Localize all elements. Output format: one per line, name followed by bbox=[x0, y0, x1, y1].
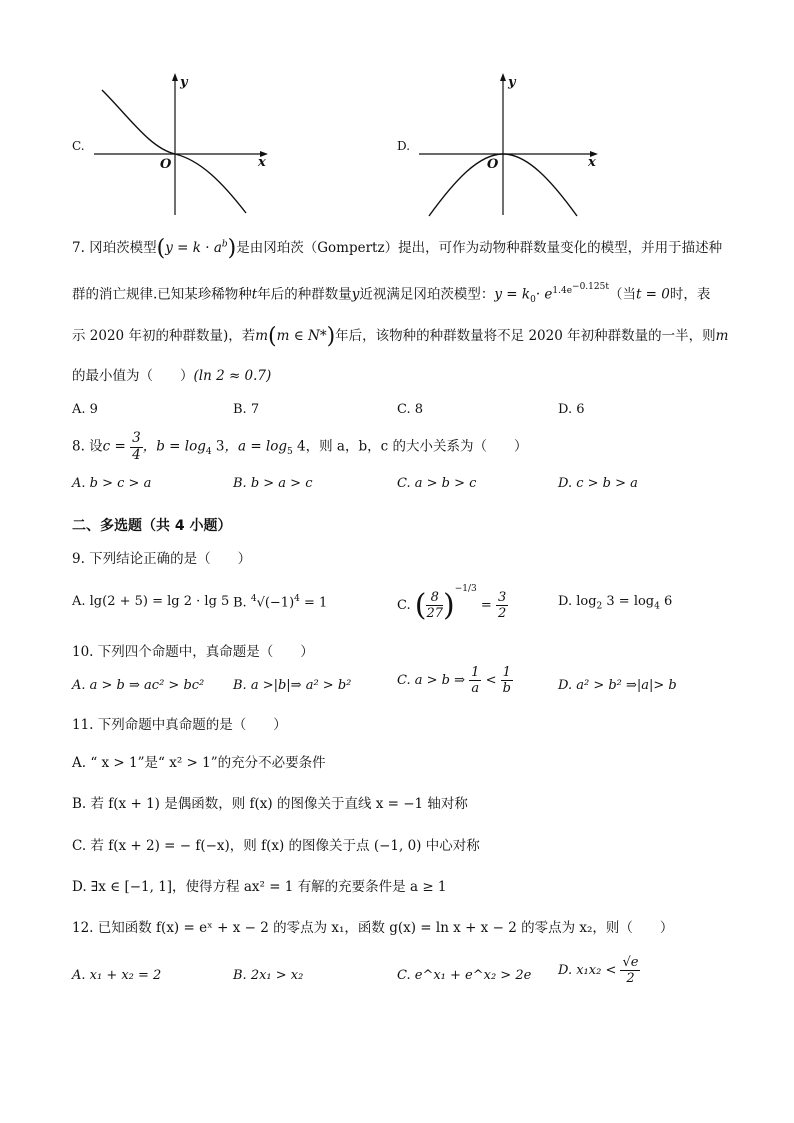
q10-c-pre: C. a > b ⇒ bbox=[397, 673, 466, 688]
q9-c-eq: = bbox=[480, 598, 492, 613]
graph-c-y-arrow bbox=[172, 73, 178, 81]
q9-b-post: = 1 bbox=[299, 595, 328, 611]
q8-b-arg: 3 bbox=[215, 438, 225, 455]
graph-d-origin: O bbox=[487, 157, 499, 172]
q8-line bbox=[72, 432, 527, 462]
graph-c-y-label: y bbox=[180, 75, 188, 90]
q8-option-c[interactable]: C. a > b > c bbox=[397, 476, 477, 491]
q7-line2-e: 时，表 bbox=[669, 286, 711, 303]
q7-line4-text: 的最小值为（ ） bbox=[72, 368, 194, 384]
q8-pre: 8. 设 bbox=[72, 438, 103, 455]
q12-d-frac bbox=[620, 956, 640, 985]
graph-d-label: D. bbox=[397, 139, 411, 153]
q10-option-c[interactable] bbox=[397, 666, 513, 695]
q8-c-frac bbox=[130, 432, 143, 462]
q9-c-num: 8 bbox=[426, 591, 443, 606]
q7-var-y: y bbox=[351, 286, 360, 303]
q7-ln-hint: (ln 2 ≈ 0.7) bbox=[193, 368, 272, 384]
q7-line4 bbox=[72, 364, 271, 384]
q7-option-b[interactable]: B. 7 bbox=[233, 402, 260, 417]
q12-option-b[interactable]: B. 2x₁ > x₂ bbox=[233, 968, 304, 983]
q9-text: 9. 下列结论正确的是（ ） bbox=[72, 551, 252, 567]
q7-model: y = k · a bbox=[165, 240, 222, 256]
q10-c-lt: < bbox=[485, 673, 497, 688]
q11-option-c[interactable]: C. 若 f(x + 2) = − f(−x)，则 f(x) 的图像关于点 (−1, 0) 中心对称 bbox=[72, 838, 480, 854]
q9-c-rnum: 3 bbox=[497, 590, 507, 605]
q7-formula-e: · e bbox=[535, 286, 553, 303]
q12-option-a[interactable]: A. x₁ + x₂ = 2 bbox=[72, 968, 162, 983]
q10-c-d2: b bbox=[502, 681, 511, 696]
q9-b-label: B. bbox=[233, 595, 247, 611]
q11-option-b[interactable]: B. 若 f(x + 1) 是偶函数，则 f(x) 的图像关于直线 x = −1 轴对称 bbox=[72, 796, 468, 812]
q7-formula-exp2: −0.125t bbox=[572, 282, 609, 292]
q9-c-label: C. bbox=[397, 598, 411, 613]
q7-line3-a: 示 2020 年初的种群数量)，若 bbox=[72, 328, 256, 344]
q7-line3: 示 2020 年初的种群数量)，若m(m ∈ N*)年后，该物种的种群数量将不足 2020 年初种群数量的一半，则m bbox=[72, 324, 729, 349]
q10-c-frac2 bbox=[501, 666, 513, 695]
q8-post: ，则 a，b，c 的大小关系为（ ） bbox=[305, 438, 528, 455]
q7-line1: 7. 冈珀茨模型$(y = k \cdot a^b)$是由冈珀茨（Gompertz）提出，可作为动物种群数量变化的模型，并用于描述种 bbox=[72, 236, 723, 261]
q7-line2 bbox=[72, 282, 710, 305]
q10-option-a[interactable]: A. a > b ⇒ ac² > bc² bbox=[72, 678, 205, 693]
q8-b-eq: ，b = log bbox=[142, 438, 206, 455]
q7-cond-m: m ∈ N* bbox=[276, 328, 327, 344]
q7-var-t: t bbox=[251, 286, 258, 303]
q9-d-pre: D. log bbox=[558, 594, 597, 609]
q12-option-d[interactable] bbox=[558, 956, 640, 985]
graph-d bbox=[395, 70, 610, 220]
q8-c-eq: c = bbox=[102, 438, 126, 455]
q7-line2-b: 年后的种群数量 bbox=[257, 286, 352, 303]
q10-c-n2: 1 bbox=[502, 665, 511, 680]
q7-formula-sub: 0 bbox=[530, 295, 536, 306]
q9-option-b[interactable] bbox=[233, 594, 327, 610]
q7-line2-d: （当 bbox=[608, 286, 636, 303]
q9-d-base2: 4 bbox=[654, 601, 660, 612]
q7-var-m2: m bbox=[715, 328, 729, 344]
q9-option-d[interactable] bbox=[558, 594, 672, 612]
q8-a-eq: ，a = log bbox=[224, 438, 288, 455]
q8-option-b[interactable]: B. b > a > c bbox=[233, 476, 313, 491]
q10-c-frac1 bbox=[469, 666, 481, 695]
q7-formula: y = k bbox=[494, 286, 531, 303]
q7-formula-exp: 1.4e bbox=[552, 286, 573, 296]
q9-b-exp: 4 bbox=[294, 594, 300, 604]
q12-d-den: 2 bbox=[626, 971, 635, 986]
q10-text: 10. 下列四个命题中，真命题是（ ） bbox=[72, 644, 314, 660]
q8-a-base: 5 bbox=[287, 447, 293, 458]
q7-option-c[interactable]: C. 8 bbox=[397, 402, 424, 417]
q8-option-a[interactable]: A. b > c > a bbox=[72, 476, 152, 491]
q9-c-exp: −1/3 bbox=[454, 584, 477, 594]
graph-d-x-label: x bbox=[588, 155, 596, 170]
q9-option-a[interactable]: A. lg(2 + 5) = lg 2 · lg 5 bbox=[72, 594, 230, 609]
q9-c-den: 27 bbox=[426, 606, 444, 621]
q8-c-den: 4 bbox=[132, 446, 141, 463]
section-multi-choice: 二、多选题（共 4 小题） bbox=[72, 518, 232, 534]
q7-line1-post: 是由冈珀茨（Gompertz）提出，可作为动物种群数量变化的模型，并用于描述种 bbox=[236, 240, 723, 256]
q9-c-rden: 2 bbox=[497, 606, 507, 621]
q8-a-arg: 4 bbox=[297, 438, 306, 455]
graph-c-label: C. bbox=[72, 139, 85, 153]
graph-c-origin: O bbox=[160, 157, 172, 172]
q7-line1-pre: 7. 冈珀茨模型 bbox=[72, 240, 157, 256]
q11-option-d[interactable]: D. ∃x ∈ [−1, 1]，使得方程 ax² = 1 有解的充要条件是 a ≥ 1 bbox=[72, 879, 447, 895]
graph-c-x-label: x bbox=[258, 155, 266, 170]
q9-option-c[interactable]: C. ( $\frac{8}{27}$ )$^{-1/3}$ = $\frac{3}{2}$ bbox=[397, 584, 507, 623]
q12-d-num: √e bbox=[622, 955, 639, 970]
q9-c-rfrac bbox=[496, 591, 508, 620]
q12-text: 12. 已知函数 f(x) = eˣ + x − 2 的零点为 x₁，函数 g(x) = ln x + x − 2 的零点为 x₂，则（ ） bbox=[72, 920, 674, 936]
q10-option-d[interactable]: D. a² > b² ⇒|a|> b bbox=[558, 678, 677, 693]
q7-line2-c: 近视满足冈珀茨模型： bbox=[359, 286, 495, 303]
q11-option-a[interactable]: A. “ x > 1”是“ x² > 1”的充分不必要条件 bbox=[72, 755, 326, 771]
q7-option-a[interactable]: A. 9 bbox=[72, 402, 98, 417]
q7-option-d[interactable]: D. 6 bbox=[558, 402, 585, 417]
graph-c-curve bbox=[102, 90, 246, 213]
q12-option-c[interactable]: C. e^x₁ + e^x₂ > 2e bbox=[397, 968, 532, 983]
graph-d-y-label: y bbox=[508, 75, 516, 90]
q9-d-post: 6 bbox=[659, 594, 673, 609]
q10-option-b[interactable]: B. a >|b|⇒ a² > b² bbox=[233, 678, 352, 693]
q9-d-base: 2 bbox=[596, 601, 603, 612]
graph-c bbox=[70, 70, 280, 220]
q7-var-m: m bbox=[255, 328, 269, 344]
q12-d-pre: D. x₁x₂ < bbox=[558, 963, 617, 978]
q7-model-exp: b bbox=[221, 239, 228, 250]
q8-b-base: 4 bbox=[205, 447, 212, 458]
q9-c-frac bbox=[426, 591, 443, 620]
q7-cond-t0: t = 0 bbox=[635, 286, 670, 303]
q9-d-mid: 3 = log bbox=[602, 594, 655, 609]
q7-line3-b: 年后，该物种的种群数量将不足 2020 年初种群数量的一半，则 bbox=[335, 328, 716, 344]
q7-line2-a: 群的消亡规律.已知某珍稀物种 bbox=[72, 286, 252, 303]
q8-c-num: 3 bbox=[132, 430, 141, 446]
q11-text: 11. 下列命题中真命题的是（ ） bbox=[72, 717, 287, 733]
q10-c-n1: 1 bbox=[471, 665, 480, 680]
graph-d-y-arrow bbox=[500, 73, 506, 81]
q8-option-d[interactable]: D. c > b > a bbox=[558, 476, 638, 491]
q9-b-root-index: 4 bbox=[250, 594, 257, 604]
q10-c-d1: a bbox=[471, 681, 480, 696]
q9-b-radicand: √(−1) bbox=[256, 595, 295, 611]
